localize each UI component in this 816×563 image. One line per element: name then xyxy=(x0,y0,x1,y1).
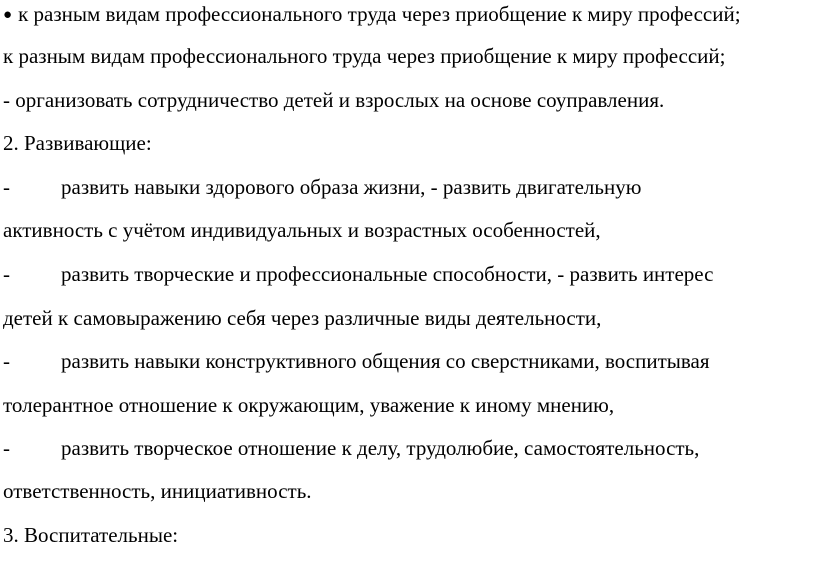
text-line-9 xyxy=(3,349,710,373)
text-line-12 xyxy=(3,479,312,503)
line-text: развить творческое отношение к делу, трудолюбие, самостоятельность, xyxy=(61,436,700,460)
line-text: 3. Воспитательные: xyxy=(3,523,179,547)
text-line-11 xyxy=(3,436,699,460)
line-text: детей к самовыражению себя через различные виды деятельности, xyxy=(3,306,602,330)
text-line-5 xyxy=(3,175,641,199)
text-line-8 xyxy=(3,306,601,330)
list-dash: - xyxy=(3,436,10,460)
line-text: активность с учётом индивидуальных и возрастных особенностей, xyxy=(3,218,601,242)
section-heading-educational xyxy=(3,523,178,547)
line-text: ответственность, инициативность. xyxy=(3,479,312,503)
text-line-10 xyxy=(3,393,614,417)
line-text: - организовать сотрудничество детей и взрослых на основе соуправления. xyxy=(3,88,665,112)
line-text: развить навыки конструктивного общения со сверстниками, воспитывая xyxy=(61,349,710,373)
section-heading-developing xyxy=(3,131,152,155)
text-line-1 xyxy=(3,2,741,29)
text-line-6 xyxy=(3,218,601,242)
text-line-2 xyxy=(3,44,726,68)
text-line-3 xyxy=(3,88,664,112)
line-text: к разным видам профессионального труда через приобщение к миру профессий; xyxy=(18,2,741,26)
list-dash: - xyxy=(3,349,10,373)
list-dash: - xyxy=(3,175,10,199)
list-dash: - xyxy=(3,262,10,286)
text-line-7 xyxy=(3,262,713,286)
bullet-icon: ● xyxy=(3,7,13,23)
line-text: развить навыки здорового образа жизни, - развить двигательную xyxy=(61,175,642,199)
line-text: развить творческие и профессиональные способности, - развить интерес xyxy=(61,262,714,286)
line-text: 2. Развивающие: xyxy=(3,131,152,155)
line-text: к разным видам профессионального труда через приобщение к миру профессий; xyxy=(3,44,726,68)
line-text: толерантное отношение к окружающим, уважение к иному мнению, xyxy=(3,393,615,417)
